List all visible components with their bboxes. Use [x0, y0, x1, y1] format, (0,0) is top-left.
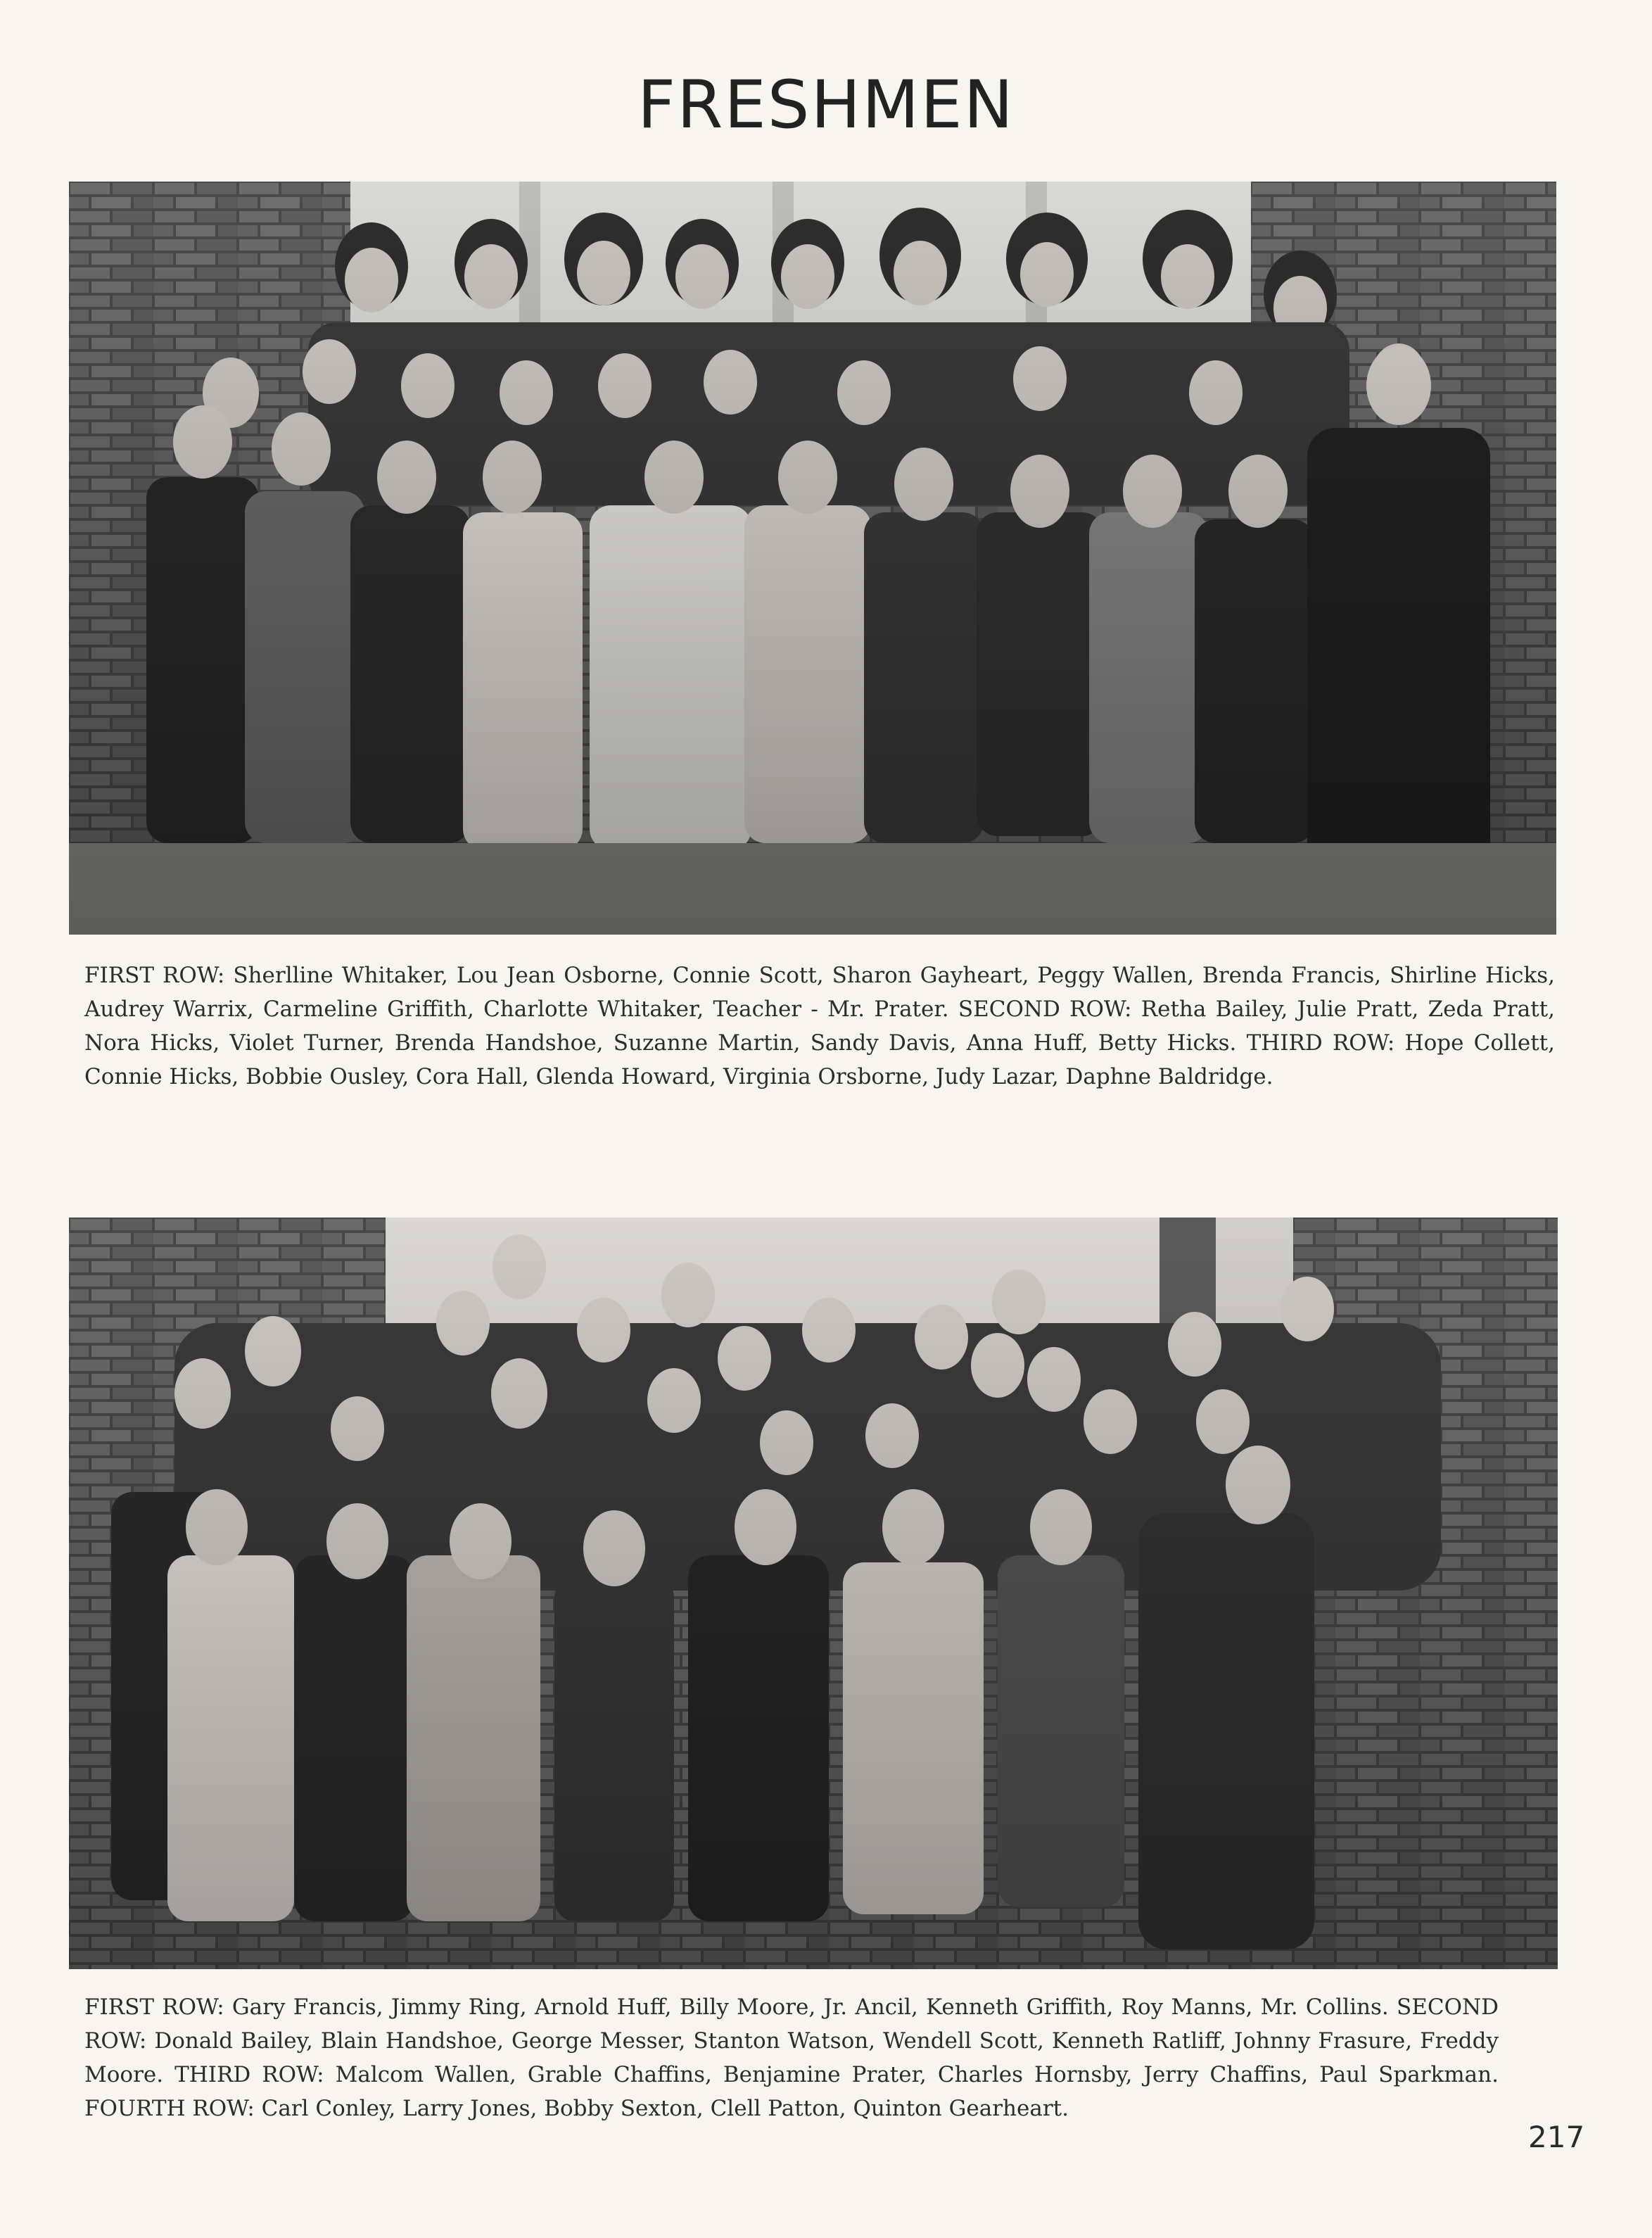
boys-photo-caption: FIRST ROW: Gary Francis, Jimmy Ring, Arnold Huff, Billy Moore, Jr. Ancil, Kenneth Griffith, Roy Manns, Mr. Collins. SECOND ROW: Donald Bailey, Blain Handshoe, George Messer, Stanton Watson, Wendell Scott, Kenneth Ratliff, Johnny Frasure, Freddy Moore. THIRD ROW: Malcom Wallen, Grable Chaffins, Benjamine Prater, Charles Hornsby, Jerry Chaffins, Paul Sparkman. FOURTH ROW: Carl Conley, Larry Jones, Bobby Sexton, Clell Patton, Quinton Gearheart. [84, 1994, 1499, 2121]
girls-class-photo [69, 182, 1556, 935]
boys-class-photo [69, 1218, 1558, 1969]
page-title: FRESHMEN [637, 67, 1015, 144]
girls-photo-caption: FIRST ROW: Sherlline Whitaker, Lou Jean Osborne, Connie Scott, Sharon Gayheart, Peggy Wallen, Brenda Francis, Shirline Hicks, Audrey Warrix, Carmeline Griffith, Charlotte Whitaker, Teacher - Mr. Prater. SECOND ROW: Retha Bailey, Julie Pratt, Zeda Pratt, Nora Hicks, Violet Turner, Brenda Handshoe, Suzanne Martin, Sandy Davis, Anna Huff, Betty Hicks. THIRD ROW: Hope Collett, Connie Hicks, Bobbie Ousley, Cora Hall, Glenda Howard, Virginia Orsborne, Judy Lazar, Daphne Baldridge. [84, 963, 1555, 1089]
page-number: 217 [1528, 2120, 1585, 2154]
